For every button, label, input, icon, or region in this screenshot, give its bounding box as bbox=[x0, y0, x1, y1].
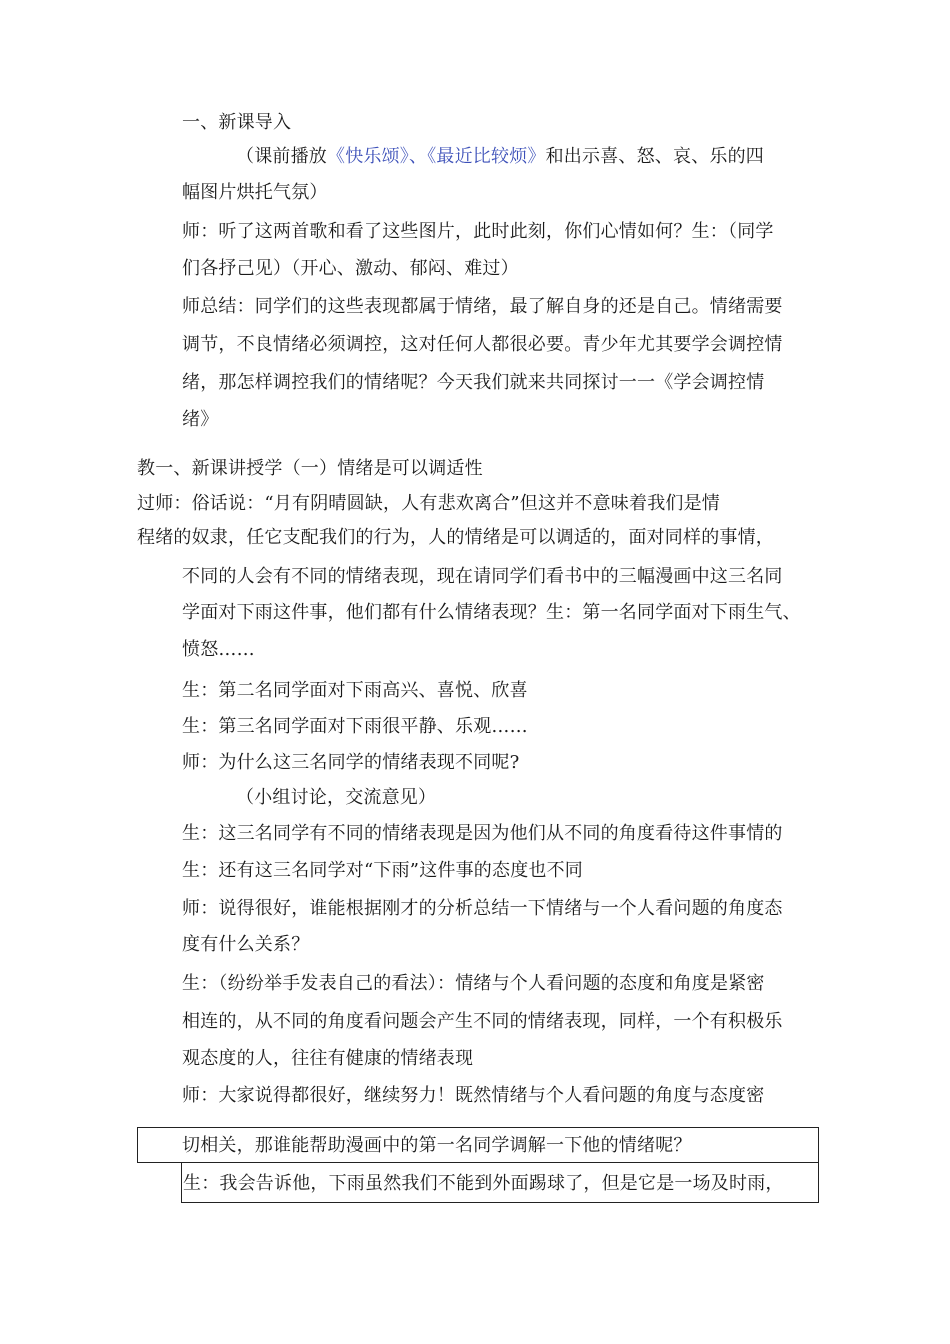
paragraph-line: 不同的人会有不同的情绪表现，现在请同学们看书中的三幅漫画中这三名同 bbox=[182, 566, 783, 587]
paragraph-line: 生：还有这三名同学对“下雨”这件事的态度也不同 bbox=[182, 860, 584, 881]
paragraph-line: 学面对下雨这件事，他们都有什么情绪表现？生：第一名同学面对下雨生气、 bbox=[182, 602, 801, 623]
table-row-text: 切相关，那谁能帮助漫画中的第一名同学调解一下他的情绪呢？ bbox=[182, 1135, 692, 1156]
paragraph-line: 相连的，从不同的角度看问题会产生不同的情绪表现，同样，一个有积极乐 bbox=[182, 1011, 783, 1032]
intro-line bbox=[236, 145, 764, 169]
intro-suffix: 和出示喜、怒、哀、乐的四 bbox=[545, 146, 765, 167]
song-title-2: 《最近比较烦》 bbox=[427, 146, 546, 167]
paragraph-line: 生：（纷纷举手发表自己的看法）：情绪与个人看问题的态度和角度是紧密 bbox=[182, 973, 765, 994]
paragraph-line: 观态度的人，往往有健康的情绪表现 bbox=[182, 1048, 474, 1069]
paragraph-line: 师：说得很好，谁能根据刚才的分析总结一下情绪与一个人看问题的角度态 bbox=[182, 898, 783, 919]
paragraph-line: 度有什么关系？ bbox=[182, 934, 310, 955]
song-separator: 、 bbox=[409, 146, 428, 167]
paragraph-line: 调节，不良情绪必须调控，这对任何人都很必要。青少年尤其要学会调控情 bbox=[182, 334, 783, 355]
paragraph-line: 师：听了这两首歌和看了这些图片，此时此刻，你们心情如何？生：（同学 bbox=[182, 221, 774, 242]
intro-continuation: 幅图片烘托气氛） bbox=[182, 182, 328, 203]
section-heading-intro: 一、新课导入 bbox=[182, 112, 292, 133]
paragraph-line: 师总结：同学们的这些表现都属于情绪，最了解自身的还是自己。情绪需要 bbox=[182, 296, 783, 317]
paragraph-line: 愤怒…… bbox=[182, 639, 255, 660]
paragraph-line: 绪》 bbox=[182, 409, 219, 430]
section-heading-lecture: 教一、新课讲授学（一）情绪是可以调适性 bbox=[137, 458, 483, 479]
paragraph-line: 们各抒己见）（开心、激动、郁闷、难过） bbox=[182, 258, 519, 279]
paragraph-line: 生：这三名同学有不同的情绪表现是因为他们从不同的角度看待这件事情的 bbox=[182, 823, 783, 844]
paragraph-line: 生：第二名同学面对下雨高兴、喜悦、欣喜 bbox=[182, 680, 528, 701]
table-row-text: 生：我会告诉他，下雨虽然我们不能到外面踢球了，但是它是一场及时雨， bbox=[183, 1173, 784, 1194]
intro-prefix: （课前播放 bbox=[236, 146, 327, 167]
paragraph-line: 绪，那怎样调控我们的情绪呢？今天我们就来共同探讨一一《学会调控情 bbox=[182, 372, 765, 393]
paragraph-line: （小组讨论，交流意见） bbox=[236, 787, 437, 808]
paragraph-line: 师：大家说得都很好，继续努力！既然情绪与个人看问题的角度与态度密 bbox=[182, 1085, 765, 1106]
paragraph-line: 程绪的奴隶，任它支配我们的行为，人的情绪是可以调适的，面对同样的事情， bbox=[137, 527, 774, 548]
paragraph-line: 过师：俗话说：“月有阴晴圆缺，人有悲欢离合”但这并不意味着我们是情 bbox=[137, 493, 721, 514]
paragraph-line: 生：第三名同学面对下雨很平静、乐观…… bbox=[182, 716, 528, 737]
song-title-1: 《快乐颂》 bbox=[327, 146, 409, 167]
paragraph-line: 师：为什么这三名同学的情绪表现不同呢? bbox=[182, 752, 520, 773]
